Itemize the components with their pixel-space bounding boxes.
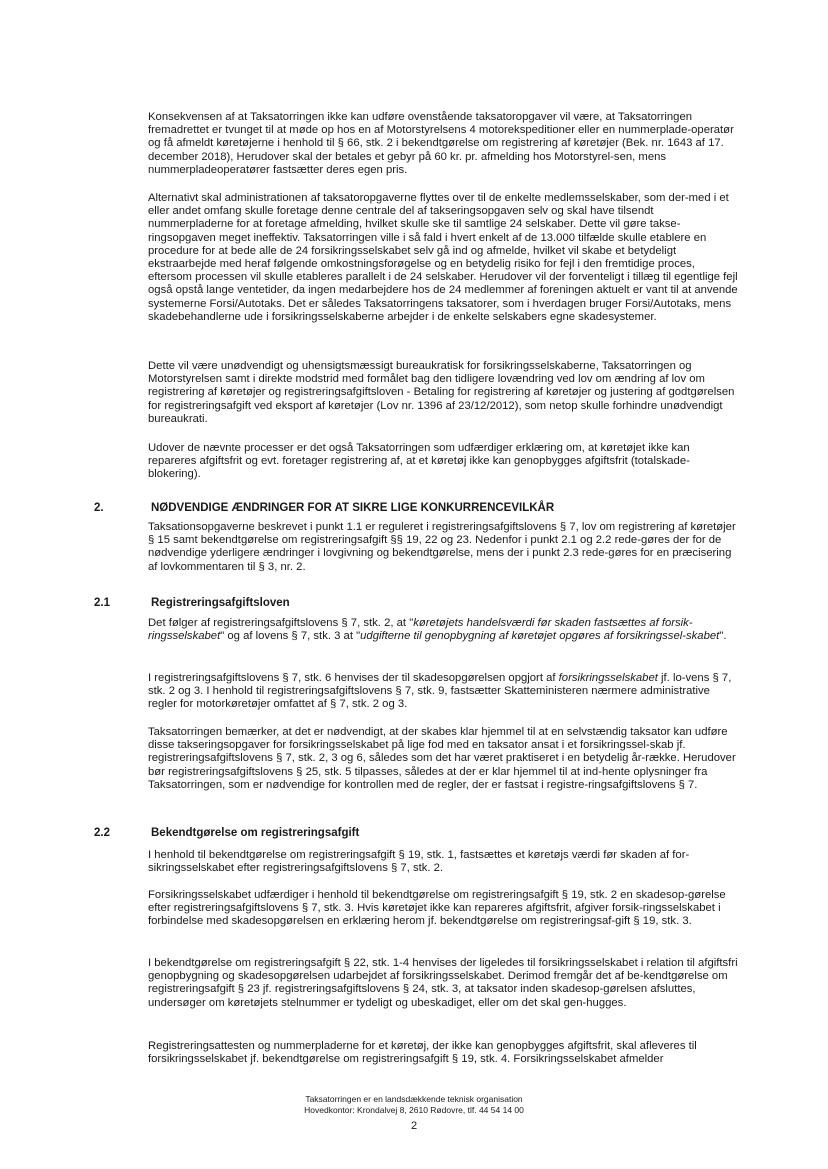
- section-2-2-paragraph-3: I bekendtgørelse om registreringsafgift § 22, stk. 1-4 henvises der ligeledes til forsikringsselskabet i relation til afgiftsfri genopbygning og skadesopgørelsen udarbejdet af forsikringsselskabet. Derimod fremgår det af be-kendtgørelse om registreringsafgift § 23 jf. registreringsafgiftslovens § 24, stk. 3, at taksator inden skadesop-gørelsen afsluttes, undersøger om køretøjets stelnummer er tydeligt og ubeskadiget, eller om det skal gen-hugges.: [148, 957, 738, 1009]
- section-2-1-paragraph-3: Taksatorringen bemærker, at det er nødvendigt, at der skabes klar hjemmel til at en selvstændig taksator kan udføre disse takseringsopgaver for forsikringsselskabet på lige fod med en taksator ansat i et forsikringssel-skab jf. registreringsafgiftslovens § 7, stk. 2, 3 og 6, således som det har været praktiseret i en betydelig år-række. Herudover bør registreringsafgiftslovens § 25, stk. 5 tilpasses, således at der er klar hjemmel til at ind-hente oplysninger fra Taksatorringen, som er nødvendige for kontrollen med de regler, der er fastsat i registre-ringsafgiftslovens § 7.: [148, 726, 736, 791]
- section-2-number: 2.: [94, 502, 104, 514]
- section-2-1-heading: Registreringsafgiftsloven: [151, 597, 290, 609]
- section-2-2-paragraph-2: Forsikringsselskabet udfærdiger i henhold til bekendtgørelse om registreringsafgift § 19, stk. 2 en skadesop-gørelse efter registreringsafgiftslovens § 7, stk. 3. Hvis køretøjet ikke kan repareres afgiftsfrit, afgiver forsik-ringsselskabet i forbindelse med skadesopgørelsen en erklæring herom jf. bekendtgørelse om registreringsaf-gift § 19, stk. 3.: [148, 889, 726, 928]
- section-2-paragraph: Taksationsopgaverne beskrevet i punkt 1.1 er reguleret i registreringsafgiftslovens § 7, lov om registrering af køretøjer § 15 samt bekendtgørelse om registreringsafgift §§ 19, 22 og 23. Nedenfor i punkt 2.1 og 2.2 rede-gøres der for de nødvendige yderligere ændringer i lovgivning og bekendtgørelse, mens der i punkt 2.3 rede-gøres for en præcisering af lovkommentaren til § 3, nr. 2.: [148, 521, 736, 573]
- section-2-2-number: 2.2: [94, 827, 110, 839]
- footer-organisation: Taksatorringen er en landsdækkende teknisk organisation: [305, 1094, 523, 1104]
- section-2-1-paragraph-2: I registreringsafgiftslovens § 7, stk. 6 henvises der til skadesopgørelsen opgjort af forsikringsselskabet jf. lo-vens § 7, stk. 2 og 3. I henhold til registreringsafgiftslovens § 7, stk. 9, fastsætter Skatteministeren nærmere administrative regler for motorkøretøjer omfattet af § 7, stk. 2 og 3.: [148, 672, 732, 711]
- paragraph-alternative: Alternativt skal administrationen af taksatoropgaverne flyttes over til de enkelte medlemsselskaber, som der-med i et eller andet omfang skulle foretage denne centrale del af takseringsopgaven selv og skal have tilsendt nummerpladerne for at foretage afmelding, hvilket skulle ske til samtlige 24 selskaber. Dette vil gøre takse-ringsopgaven meget ineffektiv. Taksatorringen ville i så fald i hvert enkelt af de 13.000 tilfælde skulle etablere en procedure for at bede alle de 24 forsikringsselskabet selv gå ind og afmelde, hvilket vil skabe et betydeligt ekstraarbejde med heraf følgende omkostningsforøgelse og en betydelig risiko for fejl i den fremtidige proces, eftersom processen vil skulle etableres parallelt i de 24 selskaber. Herudover vil der forventeligt i tillæg til egentlige fejl også opstå lange ventetider, da ingen medarbejdere hos de 24 medlemmer af foreningen aktuelt er vant til at anvende systemerne Forsi/Autotaks. Det er således Taksatorringens taksatorer, som i hverdagen bruger Forsi/Autotaks, mens skadebehandlerne ude i forsikringsselskaberne arbejder i de enkelte selskabers egne skadesystemer.: [148, 192, 738, 323]
- page-number: 2: [410, 1120, 418, 1132]
- footer-address: Hovedkontor: Krondalvej 8, 2610 Rødovre, tlf. 44 54 14 00: [304, 1104, 524, 1115]
- section-2-1-number: 2.1: [94, 597, 110, 609]
- section-2-1-paragraph-1: Det følger af registreringsafgiftslovens § 7, stk. 2, at "køretøjets handelsværdi før skaden fastsættes af forsik-ringsselskabet" og af lovens § 7, stk. 3 at "udgifterne til genopbygning af køretøjet opgøres af forsikringssel-skabet".: [148, 617, 727, 643]
- footer: [0, 1094, 828, 1115]
- paragraph-bureaucracy: Dette vil være unødvendigt og uhensigtsmæssigt bureaukratisk for forsikringsselskaberne, Taksatorringen og Motorstyrelsen samt i direkte modstrid med formålet bag den tidligere lovændring ved lov om ændring af lov om registrering af køretøjer og registreringsafgiftsloven - Betaling for registrering af køretøjer og justering af godtgørelsen for registreringsafgift ved eksport af køretøjer (Lov nr. 1396 af 23/12/2012), som netop skulle forhindre unødvendigt bureaukrati.: [148, 360, 735, 425]
- section-2-2-paragraph-1: I henhold til bekendtgørelse om registreringsafgift § 19, stk. 1, fastsættes et køretøjs værdi før skaden af for-sikringsselskabet efter registreringsafgiftslovens § 7, stk. 2.: [148, 849, 690, 875]
- paragraph-consequence: Konsekvensen af at Taksatorringen ikke kan udføre ovenstående taksatoropgaver vil være, at Taksatorringen fremadrettet er tvunget til at møde op hos en af Motorstyrelsens 4 motorekspeditioner eller en nummerplade-operatør og få afmeldt køretøjerne i henhold til § 66, stk. 2 i bekendtgørelse om registrering af køretøjer (Bek. nr. 1643 af 17. december 2018), Herudover skal der betales et gebyr på 60 kr. pr. afmelding hos Motorstyrel-sen, mens nummerpladeoperatører fastsætter deres egen pris.: [148, 111, 734, 176]
- paragraph-processes: Udover de nævnte processer er det også Taksatorringen som udfærdiger erklæring om, at køretøjet ikke kan repareres afgiftsfrit og evt. foretager registrering af, at et køretøj ikke kan genopbygges afgiftsfrit (totalskade-blokering).: [148, 442, 690, 481]
- section-2-2-paragraph-4: Registreringsattesten og nummerpladerne for et køretøj, der ikke kan genopbygges afgiftsfrit, skal afleveres til forsikringsselskabet jf. bekendtgørelse om registreringsafgift § 19, stk. 4. Forsikringsselskabet afmelder: [148, 1040, 697, 1066]
- section-2-heading: NØDVENDIGE ÆNDRINGER FOR AT SIKRE LIGE KONKURRENCEVILKÅR: [151, 502, 555, 514]
- section-2-2-heading: Bekendtgørelse om registreringsafgift: [151, 827, 360, 839]
